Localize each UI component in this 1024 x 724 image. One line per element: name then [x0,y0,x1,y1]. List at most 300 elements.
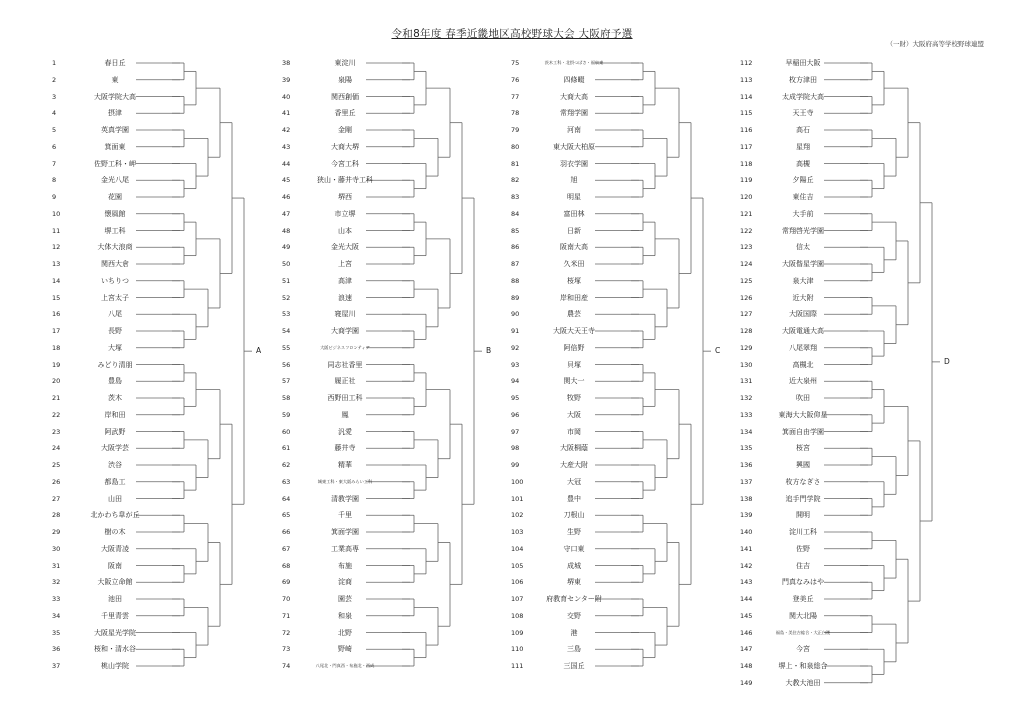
team-number: 11 [52,226,61,235]
team-name: 高槻 [796,159,810,168]
team-number: 118 [740,159,753,168]
team-row [740,442,842,454]
team-name: 大阪学芸 [101,444,129,453]
team-number: 107 [511,595,524,603]
team-name: 北野 [338,628,352,637]
team-name: 東海大大阪仰星 [778,410,828,419]
team-number: 134 [740,427,753,436]
team-row [282,576,384,588]
team-name: 大商学園 [331,327,359,335]
team-number: 13 [52,260,61,268]
team-row [282,258,384,270]
team-row [511,392,613,404]
team-name: 北かわち皐が丘 [90,511,140,520]
block-label: C [715,346,721,356]
team-row [740,660,842,672]
team-row [52,225,154,237]
team-row [282,91,384,103]
team-number: 130 [740,360,753,369]
team-name: 園芸 [338,595,352,603]
team-name: 高槻北 [792,360,814,369]
team-name: 生野 [567,528,581,536]
team-number: 49 [282,243,291,252]
team-name: いちりつ [101,276,129,285]
team-row [282,208,384,220]
team-name: 市立堺 [334,209,356,218]
team-number: 56 [282,360,291,369]
team-number: 24 [52,444,61,453]
team-name: 刀根山 [563,511,585,520]
team-number: 10 [52,209,61,218]
team-row [740,208,842,220]
team-row [52,292,154,304]
team-name: 岸和田産 [560,293,588,302]
team-number: 109 [511,628,524,637]
team-name: 高津 [338,276,352,285]
team-number: 99 [511,461,520,469]
team-number: 28 [52,511,61,520]
team-row [282,593,384,605]
team-name: 工業高専 [331,544,359,553]
team-name: 履正社 [334,377,356,386]
team-number: 43 [282,142,291,151]
team-number: 116 [740,126,753,134]
team-row [511,275,613,287]
team-row [511,141,613,153]
team-row [282,660,384,672]
team-row [52,191,154,203]
team-number: 87 [511,260,520,268]
team-number: 50 [282,260,291,268]
team-name: 大塚 [108,343,122,352]
team-row [52,342,154,354]
team-row [511,91,613,103]
team-row [740,493,842,505]
team-name: 旭 [570,176,578,185]
team-row [282,275,384,287]
team-row [511,560,613,572]
team-name: 淀商 [338,578,352,587]
team-number: 139 [740,511,753,520]
team-row [52,124,154,136]
team-name: 市岡 [567,427,581,436]
team-number: 101 [511,494,524,503]
team-number: 117 [740,142,753,151]
team-number: 46 [282,193,291,201]
team-name: 豊中 [567,494,581,503]
team-row [282,627,384,639]
team-name: 門真なみはや [782,578,824,587]
team-number: 114 [740,92,753,101]
team-number: 64 [282,494,291,503]
team-number: 4 [52,109,57,118]
team-row [740,74,842,86]
team-name: 日新 [567,226,581,235]
team-name: 大冠 [567,477,581,486]
team-name: 岸和田 [104,410,126,419]
team-name: 桜和・清水谷 [94,645,136,654]
team-number: 90 [511,310,520,319]
team-row [740,543,842,555]
team-name: 大阪星光学院 [94,628,136,637]
team-name: 同志社香里 [327,360,363,369]
team-number: 147 [740,645,753,654]
team-number: 55 [282,343,291,352]
team-row [52,409,154,421]
team-number: 119 [740,176,753,185]
team-row [52,158,154,170]
team-row [740,107,842,119]
team-number: 16 [52,310,61,319]
team-name: 農芸 [567,310,581,319]
team-number: 126 [740,293,753,302]
team-name: 大阪 [567,410,581,419]
block-label: B [486,346,492,356]
team-name: 堺東 [567,578,581,587]
team-name: 大手前 [792,209,814,218]
team-number: 131 [740,377,753,386]
team-name: 関西創価 [331,92,359,101]
team-name: 早稲田大阪 [785,59,821,67]
team-name: 精華 [338,461,352,469]
team-row [282,141,384,153]
team-name: 英真学園 [101,126,129,134]
team-number: 100 [511,477,524,486]
team-number: 26 [52,477,61,486]
team-number: 149 [740,678,753,687]
team-number: 102 [511,511,524,520]
team-name: 太成学院大高 [782,92,824,101]
team-name: 大教大池田 [785,678,821,687]
team-name: 大産大附 [560,461,588,469]
team-name: 堺西 [338,193,352,201]
team-row [511,409,613,421]
team-number: 17 [52,327,61,335]
team-name: 山本 [338,226,352,235]
team-name: 佐野 [796,544,810,553]
team-name: 八尾 [108,310,122,319]
team-number: 110 [511,645,524,654]
team-row [511,442,613,454]
team-name: 大阪学院大高 [94,92,136,101]
team-row [282,225,384,237]
organizer: （一財）大阪府高等学校野球連盟 [886,40,984,48]
team-row [511,158,613,170]
team-name: 信太 [796,243,810,252]
team-name: 摂津 [108,109,122,118]
team-name: 大阪偕星学園 [782,260,824,268]
team-row [282,375,384,387]
team-row [282,308,384,320]
team-row [52,392,154,404]
team-row [740,560,842,572]
team-name: 狭山・藤井寺工科 [317,176,373,185]
team-number: 128 [740,327,753,335]
team-number: 98 [511,444,520,453]
team-name: 花園 [108,193,122,201]
team-number: 39 [282,75,291,84]
team-number: 34 [52,611,61,620]
team-row [740,308,842,320]
team-name: 箕面東 [104,142,126,151]
team-row [282,493,384,505]
team-number: 113 [740,75,753,84]
team-number: 31 [52,561,61,570]
team-row [511,325,613,337]
team-name: 府教育センター附 [546,595,602,603]
team-name: 堺上・和泉総合 [778,662,828,670]
team-row [511,359,613,371]
team-number: 135 [740,444,753,453]
team-row [511,174,613,186]
team-number: 21 [52,394,61,402]
team-row [282,509,384,521]
team-number: 89 [511,293,520,302]
team-name: 貝塚 [567,360,581,369]
team-name: 夕陽丘 [792,176,814,185]
page-title: 令和8年度 春季近畿地区高校野球大会 大阪府予選 [391,28,633,40]
team-number: 59 [282,410,291,419]
team-row [511,292,613,304]
team-name: 上宮 [338,260,352,268]
team-number: 33 [52,595,61,603]
team-name: 浪速 [338,293,352,302]
team-number: 103 [511,528,524,536]
team-number: 2 [52,75,57,84]
team-number: 124 [740,260,753,268]
team-row [740,576,842,588]
team-name: 天王寺 [792,109,814,118]
team-row [740,174,842,186]
team-row [511,225,613,237]
team-row [52,560,154,572]
team-number: 140 [740,528,753,536]
team-name: 大体大浪商 [97,243,133,252]
team-row [740,225,842,237]
team-name: 八尾翠翔 [789,343,817,352]
team-row [52,308,154,320]
team-row [52,493,154,505]
team-row [282,526,384,538]
team-row [740,392,842,404]
team-name: 羽衣学園 [560,159,588,168]
team-row [282,409,384,421]
team-name: 枚方なぎさ [785,477,821,486]
team-number: 73 [282,645,291,654]
team-row [740,158,842,170]
team-name: 鳳 [341,410,349,419]
team-number: 84 [511,209,520,218]
team-row [282,392,384,404]
team-number: 25 [52,461,61,469]
team-row [282,292,384,304]
team-number: 15 [52,293,61,302]
team-name: 大阪電通大高 [782,327,824,335]
team-row [740,610,842,622]
team-number: 93 [511,360,520,369]
team-name: 常翔学園 [560,109,588,118]
team-number: 142 [740,561,753,570]
team-row [52,627,154,639]
team-number: 57 [282,377,291,386]
team-name: 近大泉州 [789,377,817,386]
team-name: 富田林 [563,209,585,218]
team-row [52,459,154,471]
team-number: 8 [52,176,57,185]
team-number: 88 [511,276,520,285]
team-name: 守口東 [563,544,585,553]
team-row [511,610,613,622]
team-number: 108 [511,611,524,620]
team-number: 74 [282,662,291,670]
team-name: 野崎 [338,645,352,654]
team-number: 106 [511,578,524,587]
team-name: 箕面自由学園 [782,427,824,436]
team-number: 62 [282,461,291,469]
team-row [52,208,154,220]
team-name: 枚方津田 [789,75,817,84]
team-number: 35 [52,628,61,637]
team-row [282,107,384,119]
team-name: 金光大阪 [331,243,359,252]
team-row [740,292,842,304]
team-name: 堺工科 [104,226,126,235]
team-row [282,325,384,337]
team-row [52,576,154,588]
team-name: 八尾北・門真西・布施北・西成 [315,663,375,668]
team-row [282,359,384,371]
team-number: 104 [511,544,524,553]
team-name: 寝屋川 [334,310,356,319]
team-name: 佐野工科・岬 [94,159,136,168]
team-number: 51 [282,276,291,285]
team-number: 105 [511,561,524,570]
team-name: 香里丘 [334,109,356,118]
team-row [282,124,384,136]
team-name: 大阪青凌 [101,544,129,553]
team-row [511,342,613,354]
team-name: 成城 [567,561,581,570]
team-number: 69 [282,578,291,587]
team-number: 82 [511,176,520,185]
team-number: 146 [740,628,753,637]
team-name: 藤井寺 [334,444,356,453]
team-name: 東住吉 [792,193,814,201]
team-row [511,459,613,471]
team-name: 常翔啓光学園 [782,226,824,235]
team-row [52,74,154,86]
team-number: 48 [282,226,291,235]
team-name: 交野 [567,611,581,620]
team-row [282,459,384,471]
team-row [740,627,842,639]
team-number: 42 [282,126,291,134]
team-number: 45 [282,176,291,185]
team-name: 東淀川 [334,59,356,67]
team-row [52,325,154,337]
team-number: 52 [282,293,291,302]
team-number: 138 [740,494,753,503]
team-number: 68 [282,561,291,570]
team-row [52,241,154,253]
team-number: 19 [52,360,61,369]
team-name: 渋谷 [108,461,122,469]
team-number: 37 [52,662,61,670]
team-row [282,543,384,555]
team-name: 大阪ビジネスフロンティア [320,344,370,350]
team-number: 67 [282,544,291,553]
team-name: 関西大倉 [101,260,129,268]
team-number: 54 [282,327,291,335]
team-name: 近大附 [792,293,814,302]
team-name: 汎愛 [338,427,352,436]
team-row [52,258,154,270]
team-row [740,325,842,337]
team-number: 78 [511,109,520,118]
team-name: 港 [570,628,578,637]
team-number: 127 [740,310,753,319]
team-number: 145 [740,611,753,620]
team-number: 1 [52,59,57,67]
team-row [511,308,613,320]
team-number: 65 [282,511,291,520]
team-number: 27 [52,494,61,503]
team-row [52,543,154,555]
team-number: 80 [511,142,520,151]
team-row [511,107,613,119]
team-name: 泉大津 [792,276,814,285]
team-name: 布施 [338,561,352,570]
team-name: 東大阪大柏原 [553,142,595,151]
team-row [740,476,842,488]
team-row [52,660,154,672]
team-name: 高石 [796,126,810,134]
team-name: 住吉 [796,561,810,570]
team-number: 18 [52,343,61,352]
team-number: 5 [52,126,57,134]
team-row [52,375,154,387]
team-name: 泉陽 [338,75,352,84]
team-number: 123 [740,243,753,252]
team-number: 111 [511,662,524,670]
team-number: 44 [282,159,291,168]
team-row [740,124,842,136]
team-number: 129 [740,343,753,352]
team-number: 20 [52,377,61,386]
team-row [282,342,384,354]
team-row [511,74,613,86]
team-number: 23 [52,427,61,436]
team-row [52,174,154,186]
team-name: 吹田 [796,394,810,402]
team-row [740,677,842,689]
team-name: 金光八尾 [101,176,129,185]
team-name: 三島 [567,645,581,654]
team-number: 40 [282,92,291,101]
team-number: 141 [740,544,753,553]
team-name: 春日丘 [104,59,126,67]
team-row [52,526,154,538]
team-name: 興國 [796,461,810,469]
team-row [511,57,613,69]
team-row [740,643,842,655]
team-number: 70 [282,595,291,603]
team-row [740,258,842,270]
team-row [282,57,384,69]
team-number: 133 [740,410,753,419]
team-row [740,375,842,387]
team-name: 西野田工科 [327,394,363,402]
